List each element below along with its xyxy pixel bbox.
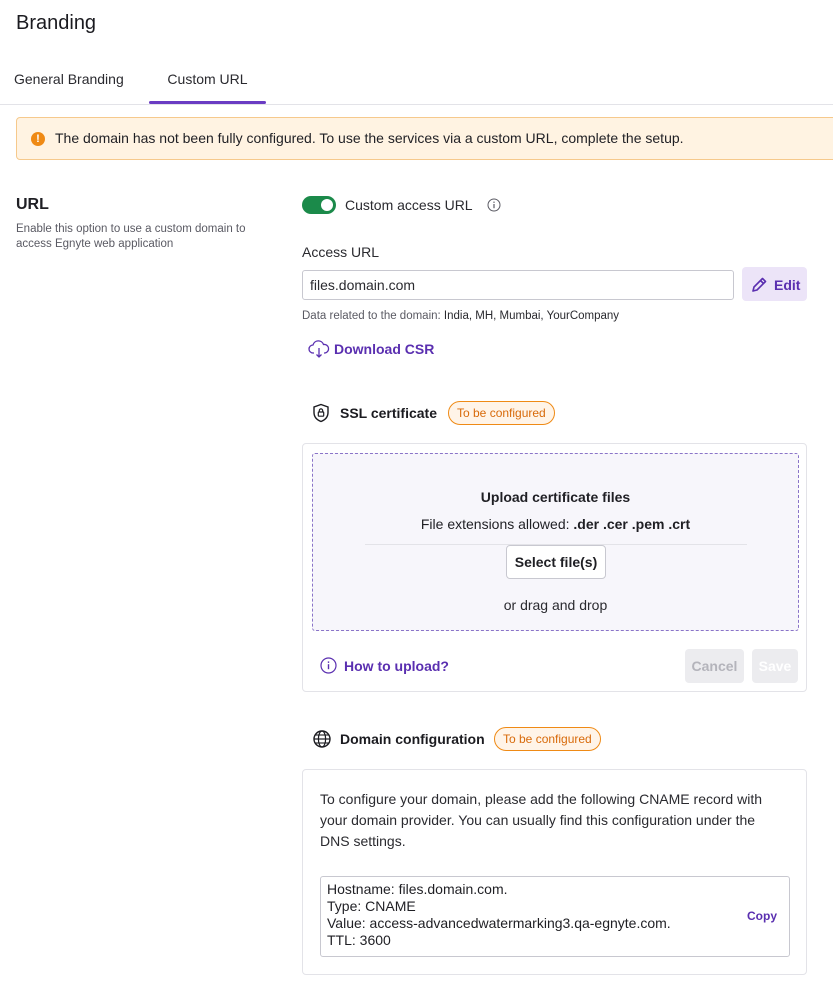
ssl-card [302, 443, 807, 692]
tab-custom-url[interactable]: Custom URL [167, 71, 248, 87]
domain-data-value: India, MH, Mumbai, YourCompany [443, 310, 620, 322]
domain-config-title: Domain configuration [340, 731, 485, 747]
drag-drop-hint: or drag and drop [503, 597, 608, 613]
tab-general-branding[interactable]: General Branding [14, 71, 124, 87]
cname-hostname: Hostname: files.domain.com. [327, 881, 508, 897]
domain-config-description: To configure your domain, please add the following CNAME record with your domain provider. You can usually find this configuration under the DNS settings. [320, 791, 763, 849]
extensions-prefix: File extensions allowed: [420, 516, 574, 532]
url-section-description: Enable this option to use a custom domain to access Egnyte web application [16, 223, 246, 250]
info-icon [320, 657, 337, 674]
upload-title: Upload certificate files [480, 489, 631, 505]
custom-url-toggle-label: Custom access URL [345, 197, 473, 213]
ssl-title: SSL certificate [340, 405, 438, 421]
pencil-icon [750, 276, 768, 294]
domain-config-card [302, 769, 807, 975]
edit-button[interactable] [742, 267, 807, 301]
cname-type: Type: CNAME [327, 898, 416, 914]
url-section-heading: URL [16, 196, 49, 213]
active-tab-indicator [149, 101, 266, 104]
ssl-status-badge: To be configured [448, 401, 555, 425]
banner-text: The domain has not been fully configured. To use the services via a custom URL, complete the setup. [55, 130, 684, 146]
allowed-extensions [313, 516, 798, 532]
custom-url-toggle[interactable] [302, 196, 336, 214]
cname-value: Value: access-advancedwatermarking3.qa-egnyte.com. [327, 915, 671, 931]
page-title: Branding [16, 12, 97, 34]
select-files-button[interactable]: Select file(s) [506, 545, 606, 579]
globe-icon [312, 729, 332, 749]
upload-dropzone[interactable] [312, 453, 799, 631]
domain-data-info [302, 310, 619, 322]
access-url-label: Access URL [302, 244, 380, 260]
access-url-input[interactable] [302, 270, 734, 300]
cname-record-box [320, 876, 790, 957]
cancel-button[interactable]: Cancel [685, 649, 744, 683]
shield-lock-icon [312, 403, 330, 423]
cloud-download-icon [308, 340, 330, 358]
info-icon[interactable] [487, 198, 501, 212]
how-to-upload-label: How to upload? [344, 658, 449, 674]
domain-data-prefix: Data related to the domain: [302, 310, 444, 322]
cname-ttl: TTL: 3600 [327, 932, 391, 948]
edit-button-label: Edit [774, 277, 801, 293]
exclamation-icon: ! [31, 132, 45, 146]
extensions-list: .der .cer .pem .crt [573, 516, 691, 532]
tab-bar [0, 60, 833, 105]
download-csr-label: Download CSR [334, 341, 435, 357]
copy-link[interactable]: Copy [747, 909, 777, 923]
domain-status-badge: To be configured [494, 727, 601, 751]
warning-banner [16, 117, 833, 160]
save-button[interactable]: Save [752, 649, 798, 683]
